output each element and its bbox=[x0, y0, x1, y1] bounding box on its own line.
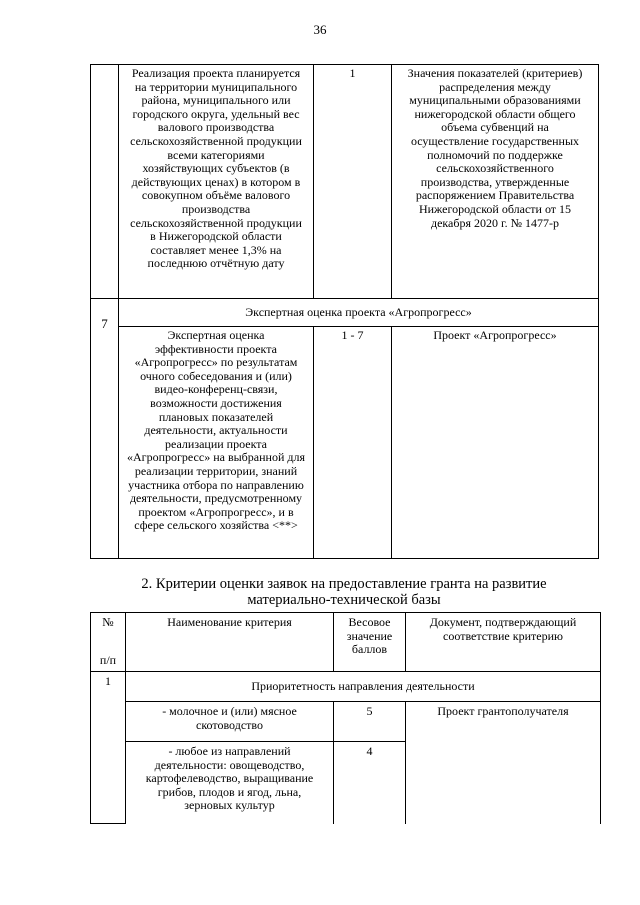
criterion-group-title: Приоритетность направления деятельности bbox=[126, 672, 601, 702]
criterion-item-score: 5 bbox=[334, 702, 406, 742]
table-row bbox=[91, 702, 601, 742]
header-number-abbr: п/п bbox=[99, 653, 117, 668]
header-number bbox=[91, 613, 126, 672]
criteria-table-2 bbox=[90, 612, 601, 824]
criterion-document: Проект «Агропрогресс» bbox=[392, 327, 599, 559]
criteria-table-1 bbox=[90, 64, 599, 559]
criterion-item-name: - молочное и (или) мясное скотоводство bbox=[126, 702, 334, 742]
header-number-symbol: № bbox=[102, 615, 114, 629]
table-row bbox=[91, 327, 599, 559]
table-row bbox=[91, 672, 601, 702]
table-header-row bbox=[91, 613, 601, 672]
row-number: 1 bbox=[91, 672, 126, 824]
criterion-document: Значения показателей (критериев) распределения между муниципальными образованиями нижегородской области общего объема субвенций на осуществление государственных полномочий по поддержке сельскохозяйственного производства, утвержденные распоряжением Правительства Нижегородской области от 15 декабря 2020 г. № 1477-р bbox=[392, 65, 599, 299]
criterion-score: 1 - 7 bbox=[314, 327, 392, 559]
criterion-item-score: 4 bbox=[334, 742, 406, 824]
header-weight: Весовое значение баллов bbox=[334, 613, 406, 672]
header-criterion-name: Наименование критерия bbox=[126, 613, 334, 672]
criterion-group-title: Экспертная оценка проекта «Агропрогресс» bbox=[119, 299, 599, 327]
header-document: Документ, подтверждающий соответствие критерию bbox=[406, 613, 601, 672]
criterion-item-name: - любое из направлений деятельности: овощеводство, картофелеводство, выращивание грибов, плодов и ягод, льна, зерновых культур bbox=[126, 742, 334, 824]
table-row bbox=[91, 65, 599, 299]
criterion-description: Реализация проекта планируется на территории муниципального района, муниципального или городского округа, удельный вес валового производства сельскохозяйственной продукции всеми категориями хозяйствующих субъектов (в действующих ценах) в котором в совокупном объёме валового производства сельскохозяйственной продукции в Нижегородской области составляет менее 1,3% на последнюю отчётную дату bbox=[119, 65, 314, 299]
number-cell bbox=[91, 65, 119, 299]
row-number: 7 bbox=[91, 299, 119, 559]
page-number: 36 bbox=[313, 22, 327, 37]
criterion-document: Проект грантополучателя bbox=[406, 702, 601, 824]
criterion-description: Экспертная оценка эффективности проекта «Агропрогресс» по результатам очного собеседования и (или) видео-конференц-связи, возможности достижения плановых показателей деятельности, актуальности реализации проекта «Агропрогресс» на выбранной для реализации территории, знаний участника отбора по направлению деятельности, предусмотренному проектом «Агропрогресс», и в сфере сельского хозяйства <**> bbox=[119, 327, 314, 559]
section-title: 2. Критерии оценки заявок на предоставление гранта на развитие материально-технической базы bbox=[141, 576, 547, 608]
criterion-score: 1 bbox=[314, 65, 392, 299]
table-row bbox=[91, 299, 599, 327]
